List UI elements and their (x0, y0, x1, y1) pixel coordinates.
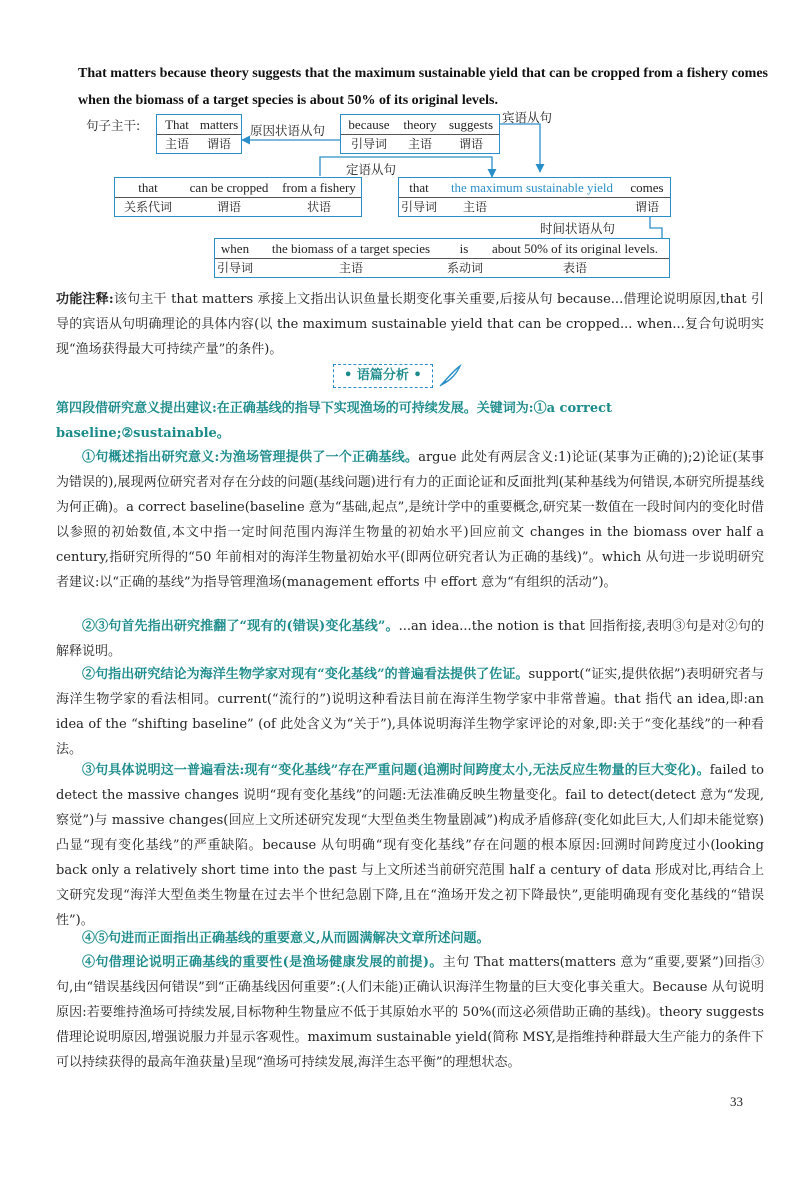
role-predicative: 表语 (562, 261, 587, 275)
role-subject: 主语 (164, 137, 189, 151)
paragraph-3-lead: ②句指出研究结论为海洋生物学家对现有“变化基线”的普遍看法提供了佐证。 (82, 667, 529, 682)
paragraph-2 (56, 614, 764, 664)
paragraph-1-lead: ①句概述指出研究意义:为渔场管理提供了一个正确基线。 (82, 450, 419, 465)
role-subject: 主语 (407, 137, 432, 151)
function-note-label: 功能注释: (56, 292, 114, 307)
role-predicate: 谓语 (216, 200, 241, 214)
word-maximum-sustainable-yield: the maximum sustainable yield (450, 180, 614, 195)
paragraph-5-lead: ④⑤句进而正面指出正确基线的重要意义,从而圆满解决文章所述问题。 (82, 931, 490, 946)
word-comes: comes (630, 180, 664, 195)
word-biomass-of-target-species: the biomass of a target species (271, 241, 431, 256)
role-relative-pronoun: 关系代词 (123, 200, 172, 214)
paragraph-2-text: ...an idea...the notion is that 回指衔接,表明③句是对②句的解释说明。 (56, 619, 765, 659)
object-clause-box (398, 177, 671, 217)
discourse-analysis-banner (333, 364, 463, 388)
paragraph-3-text: support(“证实,提供依据”)表明研究者与海洋生物学家的看法相同。current(“流行的”)说明这种看法目前在海洋生物学家中非常普遍。that 指代 an idea,即:an idea of the “shifting baseline” (of 此处含义为“关于”),具体说明海洋生物学家评论的对象,即:关于“变化基线”的一种看法。 (56, 667, 764, 757)
word-when: when (220, 241, 250, 256)
main-clause-label: 句子主干: (86, 118, 141, 133)
role-predicate: 谓语 (458, 137, 483, 151)
paragraph-2-lead: ②③句首先指出研究推翻了“现有的(错误)变化基线”。 (82, 619, 399, 634)
time-clause-label: 时间状语从句 (540, 221, 616, 236)
word-that: That (165, 117, 189, 132)
object-clause-label: 宾语从句 (502, 110, 553, 125)
word-because: because (348, 117, 390, 132)
paragraph-5 (56, 926, 764, 951)
word-matters: matters (199, 117, 239, 132)
role-introducer: 引导词 (400, 200, 437, 214)
paragraph-4-text: failed to detect the massive changes 说明“现有变化基线”的问题:无法准确反映生物量变化。fail to detect(detect 意为“发现,察觉”)与 massive changes(回应上文所述研究发现“大型鱼类生物量剧减”)构成矛盾修辞(变化如此巨大,人们却未能觉察)凸显“现有变化基线”的严重缺陷。because 从句明确“现有变化基线”存在问题的根本原因:回溯时间跨度过小(looking back only a relatively short time into the past 与上文所述当前研究范围 half a century of data 形成对比,再结合上文研究发现“海洋大型鱼类生物量在过去半个世纪急剧下降,且在“渔场开发之初下降最快”,更能明确现有变化基线的“错误性”)。 (56, 763, 764, 928)
word-suggests: suggests (448, 117, 494, 132)
word-about-50-percent: about 50% of its original levels. (491, 241, 659, 256)
paragraph-1-text: argue 此处有两层含义:1)论证(某事为正确的);2)论证(某事为错误的),展现两位研究者对存在分歧的问题(基线问题)进行有力的正面论证和反面批判(某种基线为何错误,本研究所提基线为何正确)。a correct baseline(baseline 意为“基础,起点”,是统计学中的重要概念,研究某一数值在一段时间内的变化时借以参照的初始数值,本文中指一定时间范围内海洋生物量的初始水平)回应前文 changes in the biomass over half a century,指研究所得的“50 年前相对的海洋生物量初始水平(即两位研究者认为正确的基线)”。which 从句进一步说明研究者建议:以“正确的基线”为指导管理渔场(management efforts 中 effort 意为“有组织的活动”)。 (56, 450, 764, 590)
role-predicate: 谓语 (634, 200, 659, 214)
quill-icon (437, 363, 463, 389)
role-introducer: 引导词 (216, 261, 253, 275)
role-linking-verb: 系动词 (447, 261, 484, 275)
word-is: is (459, 241, 469, 256)
attributive-clause-box (114, 177, 362, 217)
role-predicate: 谓语 (206, 137, 231, 151)
role-subject: 主语 (462, 200, 487, 214)
function-note (56, 287, 764, 362)
word-that: that (409, 180, 429, 195)
function-note-text: 该句主干 that matters 承接上文指出认识鱼量长期变化事关重要,后接从句 because...借理论说明原因,that 引导的宾语从句明确理论的具体内容(以 the maximum sustainable yield that can be cropped... when...复合句说明实现“渔场获得最大可持续产量”的条件)。 (56, 292, 764, 357)
main-clause-box (156, 114, 242, 154)
paragraph-4-lead: ③句具体说明这一普遍看法:现有“变化基线”存在严重问题(追溯时间跨度太小,无法反应生物量的巨大变化)。 (82, 763, 710, 778)
time-arrow (650, 214, 662, 238)
example-sentence: That matters because theory suggests that the maximum sustainable yield that can be cropped from a fishery comes when the biomass of a target species is about 50% of its original levels. (78, 66, 768, 108)
word-theory: theory (403, 117, 437, 132)
reason-clause-label: 原因状语从句 (250, 123, 326, 138)
reason-clause-box (340, 114, 500, 154)
paragraph-4 (56, 758, 764, 933)
time-clause-box (214, 238, 670, 278)
section-heading: 第四段借研究意义提出建议:在正确基线的指导下实现渔场的可持续发展。关键词为:①a correct baseline;②sustainable。 (56, 401, 613, 441)
page-number: 33 (730, 1094, 743, 1109)
paragraph-6-lead: ④句借理论说明正确基线的重要性(是渔场健康发展的前提)。 (82, 955, 443, 970)
role-adverbial: 状语 (306, 200, 331, 214)
paragraph-6-text: 主句 That matters(matters 意为“重要,要紧”)回指③句,由“错误基线因何错误”到“正确基线因何重要”:(人们未能)正确认识海洋生物量的巨大变化事关重大。Because 从句说明原因:若要维持渔场可持续发展,目标物种生物量应不低于其原始水平的 50%(而这必须借助正确的基线)。theory suggests 借理论说明原因,增强说服力并显示客观性。maximum sustainable yield(简称 MSY,是指维持种群最大生产能力的条件下可以持续获得的最高年渔获量)呈现“渔场可持续发展,海洋生态平衡”的理想状态。 (56, 955, 764, 1070)
word-from-a-fishery: from a fishery (282, 180, 356, 195)
object-arrow (500, 124, 540, 172)
role-subject: 主语 (338, 261, 363, 275)
paragraph-6 (56, 950, 764, 1075)
discourse-analysis-title: • 语篇分析 • (333, 364, 433, 388)
word-that: that (138, 180, 158, 195)
role-introducer: 引导词 (350, 137, 387, 151)
word-can-be-cropped: can be cropped (189, 180, 269, 195)
attributive-clause-label: 定语从句 (346, 162, 397, 177)
paragraph-3 (56, 662, 764, 762)
paragraph-1 (56, 445, 764, 595)
